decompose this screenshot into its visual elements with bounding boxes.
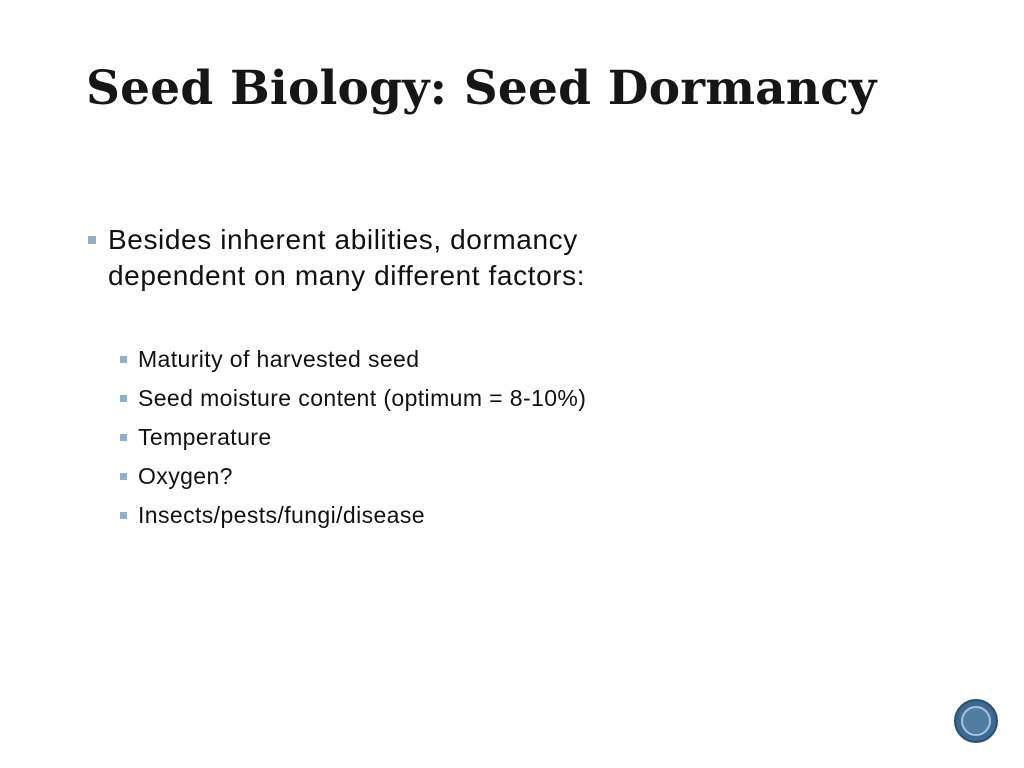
sub-bullet-item: [118, 345, 848, 373]
slide-nav-button[interactable]: [954, 699, 998, 743]
sub-bullet-text: Maturity of harvested seed: [138, 346, 420, 372]
sub-bullet-item: [118, 423, 848, 451]
main-bullet: [88, 222, 708, 294]
square-bullet-icon: [120, 395, 127, 402]
main-bullet-text: Besides inherent abilities, dormancy dependent on many different factors:: [108, 224, 586, 291]
square-bullet-icon: [120, 434, 127, 441]
square-bullet-icon: [120, 356, 127, 363]
circle-nav-icon: [961, 706, 991, 736]
sub-bullet-text: Seed moisture content (optimum = 8-10%): [138, 385, 587, 411]
sub-bullet-text: Oxygen?: [138, 463, 233, 489]
sub-bullet-item: [118, 501, 848, 529]
sub-bullet-item: [118, 384, 848, 412]
slide-content: [88, 222, 848, 540]
sub-bullet-list: [118, 345, 848, 529]
sub-bullet-text: Temperature: [138, 424, 272, 450]
slide-title: Seed Biology: Seed Dormancy: [86, 61, 877, 116]
sub-bullet-item: [118, 462, 848, 490]
sub-bullet-text: Insects/pests/fungi/disease: [138, 502, 425, 528]
square-bullet-icon: [88, 236, 96, 244]
square-bullet-icon: [120, 473, 127, 480]
square-bullet-icon: [120, 512, 127, 519]
